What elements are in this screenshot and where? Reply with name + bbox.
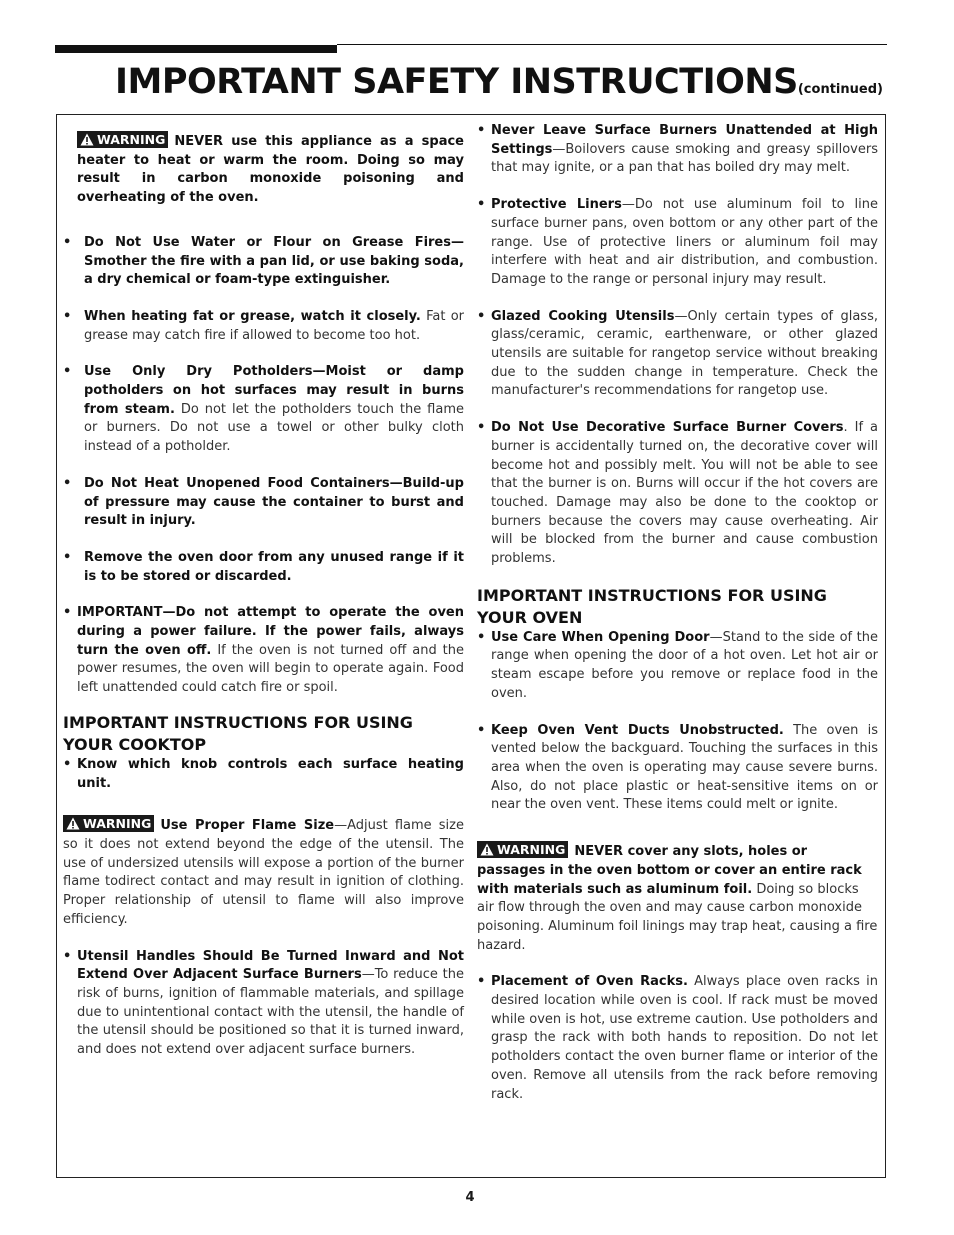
- item-bold: IMPORTANT—Do not attempt to operate the oven during a power failure. If the power fails, always turn the oven off.: [77, 605, 464, 658]
- item-bold: Protective Liners: [491, 197, 622, 213]
- warning-text: NEVER use this appliance as a space heater to heat or warm the room. Doing so may result in carbon monoxide poisoning and overheating of the oven.: [77, 134, 464, 206]
- item-bold: Never Leave Surface Burners Unattended at High Settings: [491, 123, 878, 157]
- item-bold: Know which knob controls each surface heating unit.: [77, 756, 464, 791]
- warning-aluminum-foil: [477, 841, 878, 955]
- item-text: —Boilovers cause smoking and greasy spillovers that may ignite, or a pan that has boiled dry may melt.: [491, 141, 878, 176]
- header-rule-thin: [337, 44, 887, 45]
- right-column: [477, 122, 878, 1104]
- item-bold: Do Not Use Decorative Surface Burner Covers: [491, 420, 844, 436]
- item-bold: Do Not Heat Unopened Food Containers—Build-up of pressure may cause the container to burst and result in injury.: [84, 475, 464, 529]
- item-bold: Glazed Cooking Utensils: [491, 308, 675, 324]
- list-item: • Placement of Oven Racks. Always place oven racks in desired location while oven is cool. If rack must be moved while oven is hot, use extreme caution. Use potholders and grasp the rack with both hands to reposition. Do not let potholders contact the oven burner flame or interior of the oven. Remove all utensils from the rack before removing rack.: [477, 974, 879, 1102]
- warning-badge: [477, 841, 568, 858]
- warning-bold: NEVER cover any slots, holes or passages in the oven bottom or cover an entire rack with materials such as aluminum foil.: [477, 844, 862, 897]
- warning-space-heater: [63, 131, 464, 208]
- item-bold: Placement of Oven Racks.: [491, 974, 688, 990]
- list-item: • Never Leave Surface Burners Unattended at High Settings—Boilovers cause smoking and greasy spillovers that may ignite, or a pan that has boiled dry may melt.: [477, 123, 878, 176]
- section-heading-oven: IMPORTANT INSTRUCTIONS FOR USING YOUR OVEN: [477, 585, 827, 627]
- item-text: —To reduce the risk of burns, ignition of flammable materials, and spillage due to unintentional contact with the utensil, the handle of the utensil should be positioned so that it is turned inward, and does not extend over adjacent surface burners.: [77, 967, 464, 1058]
- list-item: • Know which knob controls each surface heating unit.: [63, 756, 464, 791]
- warning-flame-size: [63, 815, 464, 929]
- list-item: • Glazed Cooking Utensils—Only certain types of glass, glass/ceramic, ceramic, earthenware, or other glazed utensils are suitable for rangetop service without breaking due to the sudden change in temperature. Check the manufacturer's recommendations for rangetop use.: [477, 308, 878, 399]
- warning-bold: Use Proper Flame Size: [160, 818, 335, 834]
- warning-label: WARNING: [97, 132, 166, 147]
- item-text: Do not let the potholders touch the flame or burners. Do not use a towel or other bulky cloth instead of a potholder.: [84, 401, 464, 455]
- item-bold: Keep Oven Vent Ducts Unobstructed.: [491, 722, 784, 738]
- item-text: —Do not use aluminum foil to line surface burner pans, oven bottom or any other part of the range. Use of protective liners or aluminum foil may interfere with heat and air distribution, and combustion. Damage to the range or personal injury may result.: [491, 197, 878, 287]
- item-bold: Utensil Handles Should Be Turned Inward and Not Extend Over Adjacent Surface Burners: [77, 948, 464, 983]
- section-heading-cooktop: IMPORTANT INSTRUCTIONS FOR USING YOUR COOKTOP: [63, 712, 413, 754]
- warning-badge: [77, 131, 168, 148]
- title-continued: (continued): [797, 82, 883, 97]
- item-text: . If a burner is accidentally turned on, the decorative cover will become hot and possibly melt. You will not be able to see that the burner is on. Burns will occur if the hot covers are touched. Damage may also be done to the cooktop or burners because the covers may cause overheating. Air will be blocked from the burner and cause combustion problems.: [491, 420, 878, 567]
- warning-label: WARNING: [83, 816, 152, 832]
- list-item: • IMPORTANT—Do not attempt to operate the oven during a power failure. If the power fails, always turn the oven off. If the oven is not turned off and the power resumes, the oven will begin to operate again. Food left unattended could catch fire or spoil.: [63, 605, 464, 696]
- warning-text: Doing so blocks air flow through the oven and may cause carbon monoxide poisoning. Aluminum foil linings may trap heat, causing a fire hazard.: [477, 881, 878, 953]
- item-text: —Only certain types of glass, glass/ceramic, ceramic, earthenware, or other glazed utensils are suitable for rangetop service without breaking due to the sudden change in temperature. Check the manufacturer's recommendations for rangetop use.: [491, 308, 878, 399]
- warning-badge: [63, 815, 154, 832]
- page-number: 4: [465, 1190, 475, 1205]
- item-bold: Remove the oven door from any unused range if it is to be stored or discarded.: [84, 549, 464, 584]
- item-bold: When heating fat or grease, watch it closely.: [84, 308, 421, 324]
- list-item: • Remove the oven door from any unused range if it is to be stored or discarded.: [63, 549, 464, 584]
- list-item: • When heating fat or grease, watch it closely. Fat or grease may catch fire if allowed to become too hot.: [63, 308, 464, 343]
- list-item: • Protective Liners—Do not use aluminum foil to line surface burner pans, oven bottom or any other part of the range. Use of protective liners or aluminum foil may interfere with heat and air distribution, and combustion. Damage to the range or personal injury may result.: [477, 197, 878, 287]
- list-item: • Do Not Use Decorative Surface Burner Covers. If a burner is accidentally turned on, the decorative cover will become hot and possibly melt. You will not be able to see that the burner is on. Burns will occur if the hot covers are touched. Damage may also be done to the cooktop or burners because the covers may cause overheating. Air will be blocked from the burner and cause combustion problems.: [477, 420, 878, 567]
- list-item: • Do Not Heat Unopened Food Containers—Build-up of pressure may cause the container to burst and result in injury.: [63, 475, 464, 529]
- header-rule-thick: [55, 45, 337, 53]
- list-item: • Utensil Handles Should Be Turned Inward and Not Extend Over Adjacent Surface Burners—To reduce the risk of burns, ignition of flammable materials, and spillage due to unintentional contact with the utensil, the handle of the utensil should be positioned so that it is turned inward, and does not extend over adjacent surface burners.: [63, 948, 464, 1058]
- warning-triangle-icon: [66, 817, 80, 830]
- item-text: Always place oven racks in desired location while oven is cool. If rack must be moved while oven is hot, use extreme caution. Use potholders and grasp the rack with both hands to reposition. Do not let potholders contact the oven burner flame or interior of the oven. Remove all utensils from the rack before removing rack.: [491, 974, 879, 1102]
- warning-triangle-icon: [480, 843, 494, 856]
- warning-text: —Adjust flame size so it does not extend beyond the edge of the utensil. The use of undersized utensils will expose a portion of the burner flame todirect contact and may result in ignition of clothing. Proper relationship of utensil to flame will also improve efficiency.: [63, 818, 464, 927]
- item-bold: Use Only Dry Potholders—Moist or damp potholders on hot surfaces may result in burns from steam.: [84, 364, 464, 417]
- list-item: • Do Not Use Water or Flour on Grease Fires—Smother the fire with a pan lid, or use baking soda, a dry chemical or foam-type extinguisher.: [63, 234, 464, 288]
- item-bold: Use Care When Opening Door: [491, 629, 710, 645]
- page-title: [115, 62, 883, 102]
- warning-label: WARNING: [497, 842, 566, 858]
- list-item: • Use Only Dry Potholders—Moist or damp potholders on hot surfaces may result in burns from steam. Do not let the potholders touch the flame or burners. Do not use a towel or other bulky cloth instead of a potholder.: [63, 364, 464, 455]
- item-bold: Do Not Use Water or Flour on Grease Fires—Smother the fire with a pan lid, or use baking soda, a dry chemical or foam-type extinguisher.: [84, 234, 464, 288]
- warning-triangle-icon: [80, 133, 94, 146]
- title-text: IMPORTANT SAFETY INSTRUCTIONS: [115, 62, 798, 102]
- item-text: If the oven is not turned off and the power resumes, the oven will begin to operate again. Food left unattended could catch fire or spoil.: [77, 642, 464, 696]
- item-text: The oven is vented below the backguard. Touching the surfaces in this area when the oven is operating may cause severe burns. Also, do not place plastic or heat-sensitive items on or near the oven vent. These items could melt or ignite.: [491, 722, 878, 813]
- item-text: —Stand to the side of the range when opening the door of a hot oven. Let hot air or steam escape before you remove or replace food in the oven.: [491, 629, 878, 701]
- list-item: • Keep Oven Vent Ducts Unobstructed. The oven is vented below the backguard. Touching the surfaces in this area when the oven is operating may cause severe burns. Also, do not place plastic or heat-sensitive items on or near the oven vent. These items could melt or ignite.: [477, 722, 878, 813]
- left-column: [63, 131, 464, 1060]
- item-text: Fat or grease may catch fire if allowed to become too hot.: [84, 308, 464, 343]
- list-item: • Use Care When Opening Door—Stand to the side of the range when opening the door of a hot oven. Let hot air or steam escape before you remove or replace food in the oven.: [477, 629, 878, 701]
